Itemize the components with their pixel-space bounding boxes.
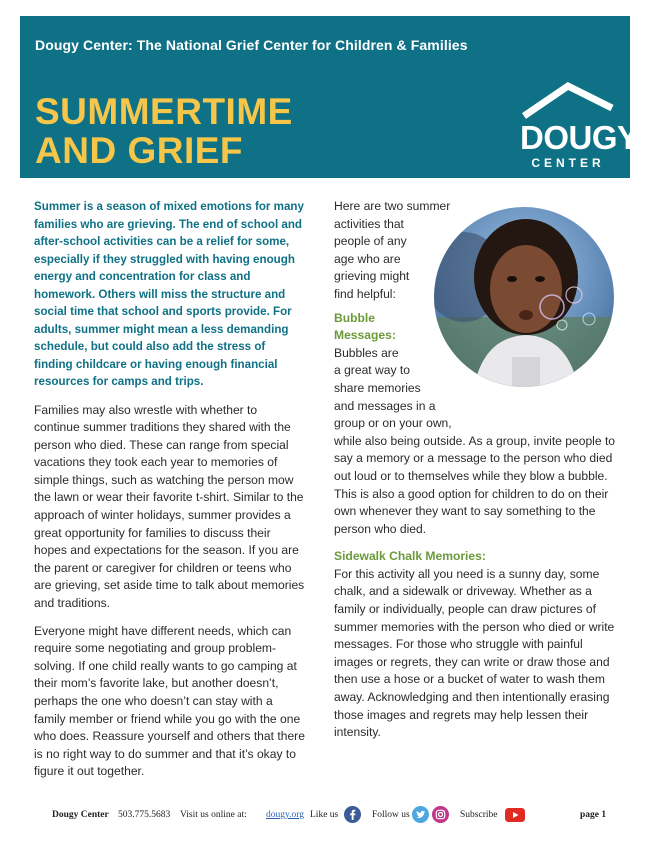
intro-line: Here are two summer (334, 199, 451, 213)
youtube-icon[interactable] (505, 808, 525, 822)
body-paragraph-1: Families may also wrestle with whether to continue summer traditions they shared with the person who died. These can range from special vacations they took each year to memories of simple things, such as watching the person mow the lawn or wear their favorite t-shirt. Similar to the approach of winter holidays, summer provides a great opportunity for families to discuss their hopes and expectations for the season. If you are the parent or caregiver for children or teens who are grieving, set aside time to talk about memories and traditions. (34, 402, 305, 611)
footer-phone: 503.775.5683 (118, 810, 171, 820)
facebook-icon[interactable] (344, 806, 361, 823)
left-column (34, 198, 306, 791)
intro-line: grieving might (334, 269, 410, 284)
heading-line: Bubble (334, 310, 375, 325)
footer (52, 806, 612, 826)
footer-subscribe: Subscribe (460, 810, 498, 820)
bubble-messages-lines (334, 345, 624, 433)
instagram-icon[interactable] (432, 806, 449, 823)
activities-intro (334, 198, 624, 304)
header-banner (20, 16, 639, 178)
bubble-line: group or on your own, (334, 416, 452, 431)
page-title (35, 92, 293, 170)
twitter-icon[interactable] (412, 806, 429, 823)
page-number: page 1 (580, 810, 607, 820)
body-paragraph-2: Everyone might have different needs, which can require some negotiating and group problem-solving. If one child really wants to go camping at their mom’s favorite lake, but another doesn’t, perhaps the one who doesn’t can stay with a family member or friend while you go with the one who does. Reassure yourself and others that there is no right way to do summer and that it’s okay to figure it out together. (34, 623, 305, 779)
title-line-1: SUMMERTIME (35, 91, 293, 132)
dougy-logo (518, 76, 639, 186)
intro-line: people of any (334, 234, 407, 249)
org-line: Dougy Center: The National Grief Center for Children & Families (35, 37, 468, 53)
bubble-line: Bubbles are (334, 345, 399, 360)
logo-word: DOUGY (520, 119, 639, 156)
footer-link[interactable]: dougy.org (266, 810, 304, 820)
intro-line: age who are (334, 251, 401, 266)
intro-line: activities that (334, 216, 404, 231)
lead-paragraph: Summer is a season of mixed emotions for many families who are grieving. The end of school and after-school activities can be a relief for some, especially if they struggled with having enough energy and concentration for class and homework. Others will miss the structure and social time that school and sports provide. For adults, summer might mean a less demanding schedule, but could also add the stress of finding childcare or having enough financial resources for camps and trips. (34, 200, 304, 388)
title-line-2: AND GRIEF (35, 130, 243, 171)
footer-like: Like us (310, 810, 339, 820)
bubble-messages-heading (334, 310, 624, 345)
right-column (334, 198, 624, 752)
sidewalk-chalk-text: For this activity all you need is a sunny day, some chalk, and a sidewalk or driveway. Whether as a family or individually, people can draw pictures of summer memories with the person who died or write messages. For those who struggle with painful images or regrets, they can write or draw those and then use a hose or a bucket of water to wash them away. Acknowledging and then intentionally erasing those images and regrets may help lessen their intensity. (334, 566, 615, 740)
logo-sub: CENTER (531, 156, 605, 170)
bubble-line: and messages in a (334, 398, 436, 413)
heading-line: Messages: (334, 328, 396, 343)
footer-follow: Follow us (372, 810, 410, 820)
intro-line: find helpful: (334, 286, 396, 301)
bubble-line: share memories (334, 380, 421, 395)
bubble-messages-text: while also being outside. As a group, invite people to say a memory or a message to the person who died out loud or to themselves while they blow a bubble. This is also a good option for children to do on their own whenever they want to say something to the person who died. (334, 433, 616, 536)
sidewalk-chalk-heading: Sidewalk Chalk Memories: (334, 549, 486, 564)
bubble-line: a great way to (334, 363, 410, 378)
footer-visit: Visit us online at: (180, 810, 247, 820)
footer-org: Dougy Center (52, 810, 109, 820)
